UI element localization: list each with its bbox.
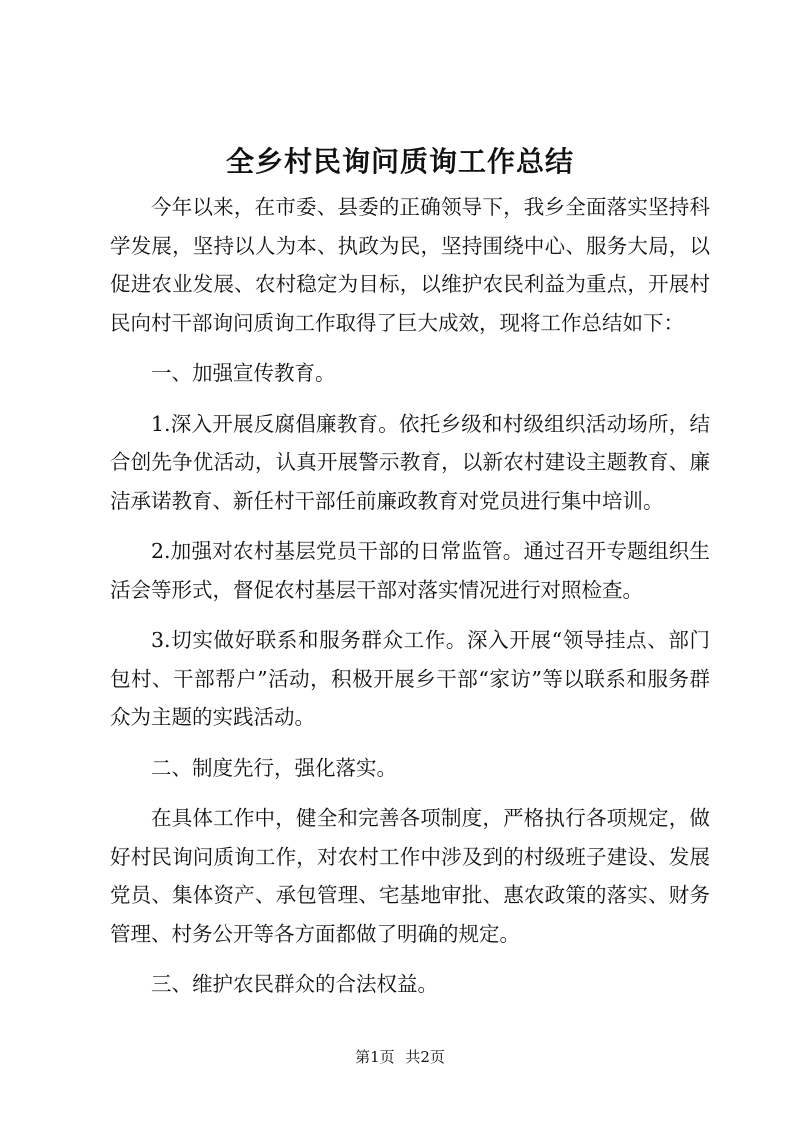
page-count: 共2页 [405,1048,445,1066]
intro-paragraph: 今年以来，在市委、县委的正确领导下，我乡全面落实坚持科学发展，坚持以人为本、执政为民，坚持围绕中心、服务大局，以促进农业发展、农村稳定为目标，以维护农民利益为重点，开展村民向村干部询问质询工作取得了巨大成效，现将工作总结如下： [110,195,710,335]
document-body [110,188,710,1016]
item-paragraph-1: 1.深入开展反腐倡廉教育。依托乡级和村级组织活动场所，结合创先争优活动，认真开展警示教育，以新农村建设主题教育、廉洁承诺教育、新任村干部任前廉政教育对党员进行集中培训。 [110,411,710,513]
section-heading-1: 一、加强宣传教育。 [151,361,336,385]
section-heading-3: 三、维护农民群众的合法权益。 [151,972,438,996]
document-title: 全乡村民询问质询工作总结 [225,145,574,178]
section-heading-2: 二、制度先行，强化落实。 [151,755,397,780]
page-number: 第1页 [355,1048,395,1066]
item-paragraph-3: 3.切实做好联系和服务群众工作。深入开展“领导挂点、部门包村、干部帮户”活动，积极开展乡干部“家访”等以联系和服务群众为主题的实践活动。 [110,628,710,729]
page-footer [0,1046,800,1068]
section-2-paragraph: 在具体工作中，健全和完善各项制度，严格执行各项规定，做好村民询问质询工作，对农村工作中涉及到的村级班子建设、发展党员、集体资产、承包管理、宅基地审批、惠农政策的落实、财务管理、村务公开等各方面都做了明确的规定。 [110,806,710,946]
item-paragraph-2: 2.加强对农村基层党员干部的日常监管。通过召开专题组织生活会等形式，督促农村基层干部对落实情况进行对照检查。 [110,539,710,602]
